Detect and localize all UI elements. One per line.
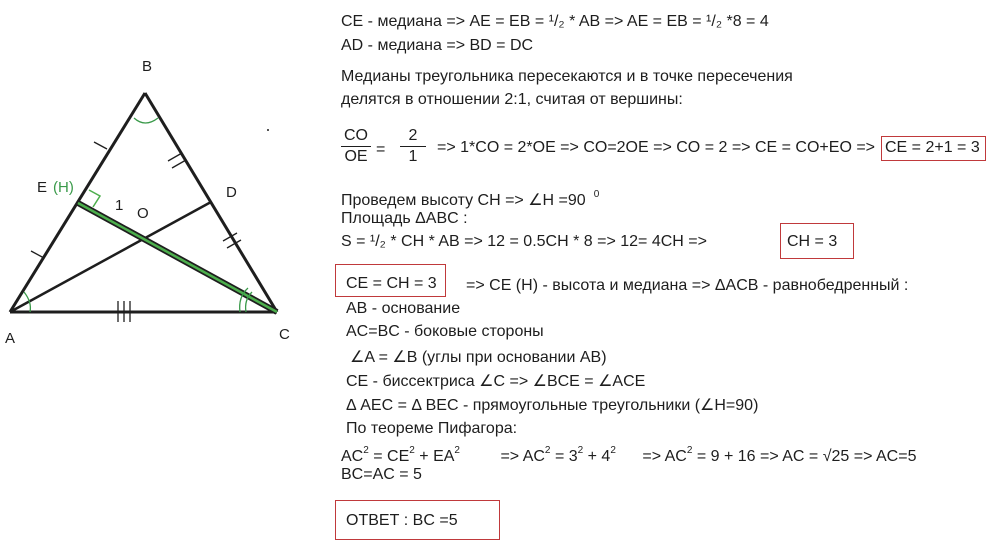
label-o: O <box>137 205 149 222</box>
pyth-ac-2: => AC <box>500 448 545 465</box>
angle-b-arc <box>134 118 158 123</box>
pyth-ac: AC <box>341 448 364 465</box>
fraction-co-oe-value: OE <box>341 146 371 167</box>
line-isosceles: => CE (H) - высота и медиана => ΔACB - равнобедренный : <box>466 277 909 294</box>
box-ce-result <box>881 136 986 161</box>
line-height-ch <box>341 185 599 211</box>
fraction-equals: = <box>376 141 386 158</box>
pyth-sup-5: 2 <box>577 445 584 456</box>
pyth-sup-6: 2 <box>610 445 616 456</box>
line-bisector: CE - биссектриса ∠C => ∠BCE = ∠ACE <box>346 373 646 390</box>
line-pythagoras: По теореме Пифагора: <box>346 420 518 437</box>
label-e: E <box>37 179 48 196</box>
answer-text: ОТВЕТ : BC =5 <box>346 512 458 529</box>
triangle-figure <box>0 0 330 380</box>
pyth-ea: + EA <box>419 448 455 465</box>
label-c: C <box>279 326 290 343</box>
tick-eb <box>94 142 107 149</box>
stray-dot <box>267 129 269 131</box>
tick-bd-2 <box>172 160 186 168</box>
pyth-sup-3: 2 <box>454 445 460 456</box>
pyth-4: + 4 <box>587 448 611 465</box>
pyth-ac-3: => AC <box>642 448 687 465</box>
fraction-2-1 <box>400 126 426 167</box>
pyth-sup-1: 2 <box>363 445 369 456</box>
pyth-3: = 3 <box>554 448 578 465</box>
label-a: A <box>5 330 16 347</box>
label-one: 1 <box>115 197 124 214</box>
pyth-sup-2: 2 <box>409 445 415 456</box>
line-area-formula: S = ¹/₂ * CH * AB => 12 = 0.5CH * 8 => 12= 4CH => <box>341 233 707 250</box>
line-sides: AC=BC - боковые стороны <box>346 323 544 340</box>
degree-sup: 0 <box>593 189 600 200</box>
pyth-result: = 9 + 16 => AC = √25 => AC=5 <box>696 448 917 465</box>
line-angles: ∠A = ∠B (углы при основании AB) <box>350 349 607 366</box>
box-ce-result-text: CE = 2+1 = 3 <box>885 139 980 156</box>
fraction-two: 2 <box>408 127 418 144</box>
line-pythagoras-formula <box>341 441 916 467</box>
label-d: D <box>226 184 237 201</box>
tick-ae <box>31 251 44 258</box>
fraction-co-oe <box>341 126 371 167</box>
box-ch-result-text: CH = 3 <box>787 233 838 250</box>
line-ce-median: CE - медиана => AE = EB = ¹/₂ * AB => AE = EB = ¹/₂ *8 = 4 <box>341 13 769 30</box>
line-right-triangles: Δ AEC = Δ BEC - прямоугольные треугольники (∠H=90) <box>346 397 759 414</box>
tick-bd-1 <box>168 153 182 161</box>
right-angle-mark <box>89 190 100 207</box>
line-base: AB - основание <box>346 300 461 317</box>
line-ratio: делятся в отношении 2:1, считая от вершины: <box>341 91 683 108</box>
pyth-ce: = CE <box>373 448 410 465</box>
line-bc-ac: BC=AC = 5 <box>341 466 422 483</box>
fraction-co: CO <box>344 127 368 144</box>
fraction-derivation: => 1*CO = 2*OE => CO=2OE => CO = 2 => CE = CO+EO => <box>437 139 876 156</box>
box-answer <box>335 500 500 540</box>
side-ab <box>10 93 145 312</box>
label-b: B <box>142 58 153 75</box>
pyth-sup-4: 2 <box>544 445 551 456</box>
box-ch-result <box>780 223 854 259</box>
label-h: (H) <box>53 179 74 196</box>
line-medians-intersect: Медианы треугольника пересекаются и в точке пересечения <box>341 68 793 85</box>
pyth-sup-7: 2 <box>686 445 693 456</box>
line-area-abc: Площадь ΔABC : <box>341 210 468 227</box>
box-ce-ch-text: CE = CH = 3 <box>346 275 437 292</box>
height-ch-text: Проведем высоту CH => ∠H =90 <box>341 192 586 209</box>
line-ad-median: AD - медиана => BD = DC <box>341 37 534 54</box>
fraction-one: 1 <box>400 146 426 167</box>
box-ce-ch <box>335 264 446 297</box>
